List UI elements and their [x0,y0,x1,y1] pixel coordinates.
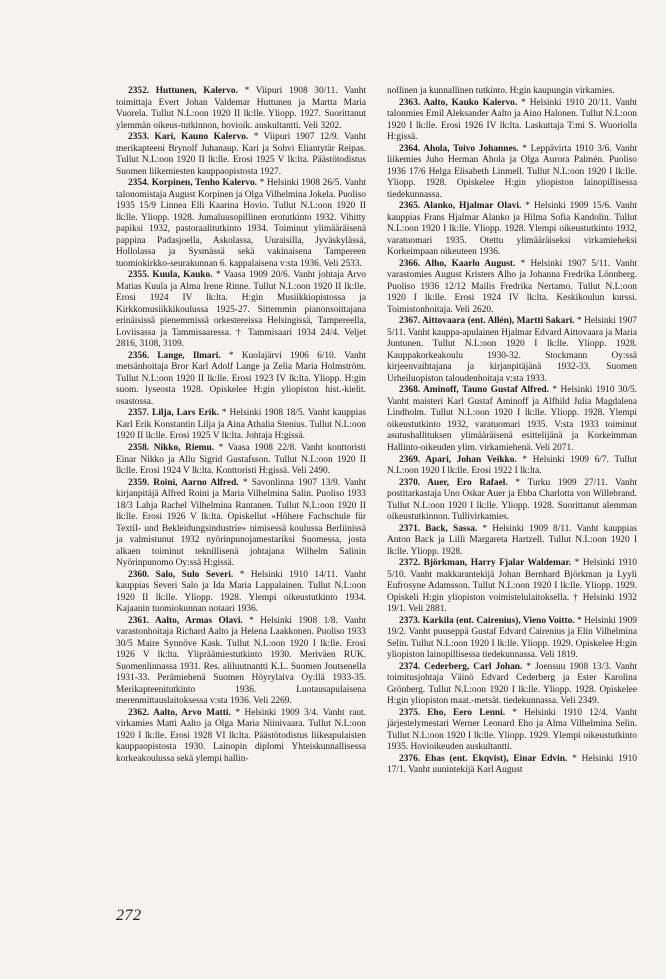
entry-heading: 2369. Apari, Johan Veikko. [399,454,517,465]
entry-body: * Joensuu 1908 13/3. Vanht toimitusjohtaja Väinö Edvard Cederberg ja Ester Karolina Grönberg. Tullut N.L:oon 1920 I lk:lle. Yliopp. 1928. Opiskelee H:gin yliopiston maat.-metsät. tiedekunnassa. Veli 2349. [387,661,637,707]
biography-entry [387,201,637,259]
biography-entry [116,408,366,443]
entry-body: * Helsinki 1910 17/1. Vanht uunintekijä Karl August [387,753,637,776]
entry-heading: 2356. Lange, Ilmari. [128,350,221,361]
entry-heading: 2370. Auer, Ero Rafael. [399,477,508,488]
entry-body: nollinen ja kunnallinen tutkinto. H:gin kaupungin virkamies. [387,86,615,96]
biography-entry [116,132,366,178]
entry-body: * Helsinki 1910 5/10. Vanht makkarantekijä Johan Bernhard Björkman ja Lyyli Eufrosyne Adamsson. Tullut N.L:oon 1920 I lk:lle. Yliopp. 1929. Opiskeli H:gin yliopiston voimistelulaitoksella. † Helsinki 1932 19/1. Veli 2881. [387,558,637,615]
page-number: 272 [116,907,142,924]
entry-body: * Turku 1909 27/11. Vanht postitarkastaja Uno Oskar Auer ja Ebba Charlotta von Willebrand. Tullut N.L:oon 1920 I lk:lle. Yliopp. 1928. Suorittanut alemman oikeustutkinnon. Tullivirkamies. [387,477,637,523]
biography-entry [116,270,366,351]
entry-heading: 2359. Roini, Aarno Alfred. [128,477,239,488]
entry-heading: 2360. Salo, Sulo Severi. [128,569,234,580]
biography-entry [387,86,637,98]
entry-body: * Helsinki 1907 5/11. Vanht varastomies August Kristers Alho ja Johanna Fredrika Lönnberg. Puoliso 1936 12/12 Mailis Fredrika Nertamo. Tullut N.L:oon 1920 I lk:lle. Erosi 1924 IV lk:lta. Keskikoulun kurssi. Toimistonhoitaja. Veli 2620. [387,258,637,315]
biography-entry [116,616,366,708]
entry-heading: 2372. Björkman, Harry Fjalar Waldemar. [399,558,572,569]
entry-heading: 2373. Karkila (ent. Cairenius), Vieno Voitto. [399,615,575,626]
biography-entry [387,385,637,454]
entry-heading: 2371. Back, Sassa. [399,523,478,534]
entry-body: * Helsinki 1910 12/4. Vanht järjestelymestari Werner Leonard Eho ja Alma Vilhelmina Selin. Tullut N.L:oon 1920 I lk:lle. Yliopp. 1929. Ylempi oikeustutkinto 1935. Hovioikeuden auskultantti. [387,707,637,753]
biography-entry [387,98,637,144]
biography-entry [387,478,637,524]
biography-entry [116,708,366,766]
entry-body: * Helsinki 1909 3/4. Vanht raut. virkamies Matti Aalto ja Olga Maria Niinivaara. Tullut N.L:oon 1920 I lk:lle. Erosi 1928 VI lk:lta. Päästötodistus liikeapulaisten kauppaopistosta 1930. Lainopin diplomi Yhteiskunnallisessa korkeakoulussa sekä ylempi hallin- [116,707,366,764]
entry-body: * Helsinki 1910 14/11. Vanht kauppias Severi Salo ja Ida Maria Lappalainen. Tullut N.L:oon 1920 II lk:lle. Yliopp. 1928. Ylempi oikeustutkinto 1934. Kajaanin tuomiokunnan notaari 1936. [116,569,366,615]
biography-entry [387,616,637,662]
entry-heading: 2374. Cederberg, Carl Johan. [399,661,523,672]
biography-entry [116,178,366,270]
entry-heading: 2363. Aalto, Kauko Kalervo. [399,97,518,108]
entry-body: * Leppävirta 1910 3/6. Vanht liikemies Juho Herman Ahola ja Olga Aurora Palmén. Puoliso 1936 17/6 Helga Elisabeth Linmell. Tullut N.L:oon 1920 I lk:lle. Yliopp. 1928. Opiskelee H:gin yliopiston lainopillisessa tiedekunnassa. [387,143,637,200]
entry-heading: 2376. Ehas (ent. Ekqvist), Einar Edvin. [399,753,568,764]
entry-body: * Savonlinna 1907 13/9. Vanht kirjanpitäjä Alfred Roini ja Maria Vilhelmina Salin. Puoliso 1933 18/3 Lahja Rachel Vilhelmina Rantanen. Tullut N.L:oon 1920 II lk:lle. Erosi 1926 V lk:lta. Opiskellut »Höhere Fachschule für Textil- und Bekleidungsindustrie» nimisessä koulussa Berliinissä ja valmistunut 1932 nyörinpunojamestariksi Suomessa, josta alkaen toiminut teknillisenä johtajana Wilhelm Salinin Nyörinpunomo Oy:ssä H:gissä. [116,477,366,569]
entry-body: * Helsinki 1910 30/5. Vanht maisteri Karl Gustaf Aminoff ja Alfhild Julia Magdalena Lindholm. Tullut N.L:oon 1920 I lk:lle. Yliopp. 1928. Ylempi oikeustutkinto 1932, varatuomari 1935. V:sta 1933 toiminut asutushallituksen ylimääräisenä esittelijänä ja Korkeimman Hallinto-oikeuden ylim. virkamiehenä. Veli 2071. [387,385,637,453]
biography-entry [116,351,366,409]
entry-heading: 2353. Kari, Kauno Kalervo. [128,132,249,143]
entry-body: * Helsinki 1907 5/11. Vanht kauppa-apulainen Hjalmar Edvard Aittovaara ja Maria Juntunen. Tullut N.L:oon 1920 I lk:lle. Yliopp. 1928. Kauppakorkeakoulu 1930-32. Stockmann Oy:ssä kirjeenvaihtajana ja kirjanpitäjänä 1932-33. Suomen Urheiluopiston taloudenhoitaja v:sta 1933. [387,316,637,384]
entry-body: * Helsinki 1908 1/8. Vanht varastonhoitaja Richard Aalto ja Helena Laakkonen. Puoliso 1933 30/5 Maire Synnöve Kask. Tullut N.L:oon 1920 I lk:lle. Erosi 1926 V lk:lta. Ylipräämiestutkinto 1930. Meriväen RUK. Suomenlinnassa 1931. Res. aliluutnantti K.L. Suomen Joutsenella 1931-33. Perämiehenä Suomen Höyrylaiva Oy:llä 1933-35. Merikapteenitutkinto 1936. Luotausapulaisena merenmittauslaitoksessa v:sta 1936. Veli 2269. [116,615,366,707]
entry-body: * Helsinki 1909 6/7. Tullut N.L:oon 1920 I lk:lle. Erosi 1922 I lk:lta. [387,454,637,477]
entry-heading: 2354. Korpinen, Tenho Kalervo. [128,178,257,189]
biography-entry [387,524,637,559]
biography-entry [387,662,637,708]
biography-entry [387,558,637,616]
biography-entry [387,259,637,317]
entry-body: * Vaasa 1909 20/6. Vanht johtaja Arvo Matias Kuula ja Alma Irene Rinne. Tullut N.L:oon 1920 II lk:lle. Erosi 1924 IV lk:lta. H:gin Musiikkiopistossa ja Kirkkomusiikkikoulussa 1925-27. Sittemmin pianonsoittajana erinäisissä pienemmissä orkestereissa Helsingissä, Tampereella, Loviisassa ja Tammisaaressa. † Tammisaari 1934 24/4. Veljet 2816, 3108, 3109. [116,270,366,350]
entry-body: * Helsinki 1910 20/11. Vanht talonmies Emil Aleksander Aalto ja Aino Halonen. Tullut N.L:oon 1920 I lk:lle. Erosi 1926 IV lk:lta. Laskuttaja T:mi S. Wuoriolla H:gissä. [387,97,637,143]
biography-entry [116,443,366,478]
entry-heading: 2355. Kuula, Kauko. [128,270,213,281]
entry-heading: 2362. Aalto, Arvo Matti. [128,707,231,718]
right-column [387,86,637,777]
biography-entry [116,478,366,570]
entry-body: * Kuolajärvi 1906 6/10. Vanht metsänhoitaja Bror Karl Adolf Lange ja Zelia Maria Holmström. Tullut N.L:oon 1920 II lk:lle. Erosi 1923 IV lk:lta. Yliopp. H:gin suom. lyseosta 1928. Opiskelee H:gin yliopiston hist.-kielit. osastossa. [116,350,366,407]
entry-body: * Helsinki 1909 8/11. Vanht kauppias Anton Back ja Lilli Margareta Hartzell. Tullut N.L:oon 1920 I lk:lle. Yliopp. 1928. [387,523,637,557]
biography-entry [116,86,366,132]
biography-entry [387,455,637,478]
entry-heading: 2364. Ahola, Toivo Johannes. [399,143,519,154]
entry-heading: 2361. Aalto, Armas Olavi. [128,615,243,626]
biography-entry [387,316,637,385]
entry-heading: 2368. Aminoff, Tauno Gustaf Alfred. [399,385,549,396]
entry-body: * Viipuri 1908 30/11. Vanht toimittaja Evert Johan Valdemar Huttunen ja Martta Maria Vuorela. Tullut N.L:oon 1920 II lk:lle. Yliopp. 1927. Suorittanut ylemmän oikeus-tutkinnon, hovioik. auskultantti. Veli 3202. [116,86,366,131]
entry-heading: 2366. Alho, Kaarlo August. [399,258,516,269]
entry-body: * Vaasa 1908 22/8. Vanht konttoristi Einar Nikko ja Allu Sigrid Gustafsson. Tullut N.L:oon 1920 II lk:lle. Erosi 1924 V lk:lta. Konttoristi H:gissä. Veli 2490. [116,442,366,477]
entry-body: * Helsinki 1909 19/2. Vanht puuseppä Gustaf Edvard Cairenius ja Elin Vilhelmina Selin. Tullut N.L:oon 1920 I lk:lle. Yliopp. 1929. Opiskelee H:gin yliopiston lainopillisessa tiedekunnassa. Veli 1819. [387,615,637,661]
left-column [116,86,366,765]
biography-entry [387,144,637,202]
biography-entry [387,708,637,754]
entry-heading: 2358. Nikko, Riemu. [128,442,215,453]
biography-entry [116,570,366,616]
entry-body: * Helsinki 1908 26/5. Vanht talonomistaja August Korpinen ja Olga Vilhelmina Jokela. Puoliso 1935 15/9 Linnea Elli Kaarina Hovio. Tullut N.L:oon 1920 II lk:lle. Yliopp. 1928. Jumaluusopillinen erotutkinto 1932. Vihitty papiksi 1932, pastoraalitutkinto 1934. Toiminut ylimääräisenä pappina Padasjoella, Askolassa, Uuraisilla, Jyväskylässä, Hollolassa ja Sysmässä sekä vakinaisena Tampereen tuomiokirkko-seurakunnan 6. kappalaisena v:sta 1936. Veli 2533. [116,178,367,269]
entry-heading: 2365. Alanko, Hjalmar Olavi. [399,201,522,212]
entry-heading: 2352. Huttunen, Kalervo. [128,86,238,96]
entry-heading: 2375. Eho, Eero Lenni. [399,707,506,718]
biography-entry [387,754,637,777]
entry-body: * Viipuri 1907 12/9. Vanht merikapteeni Brynolf Juhanaup. Kari ja Sohvi Eliantytär Reipas. Tullut N.L:oon 1920 II lk:lle. Erosi 1925 V lk:lta. Päästötodistus Suomen liikemiesten kauppaopistosta 1927. [116,132,367,177]
entry-body: * Helsinki 1909 15/6. Vanht kauppias Frans Hjalmar Alanko ja Hilma Sofia Kandolin. Tullut N.L:oon 1920 I lk:lle. Yliopp. 1928. Ylempi oikeustutkinto 1932, varatuomari 1935. Otettu ylimääräiseksi virkamieheksi Korkeimpaan oikeuteen 1936. [387,201,638,258]
entry-body: * Helsinki 1908 18/5. Vanht kauppias Karl Erik Konstantin Lilja ja Aina Athalia Stenius. Tullut N.L:oon 1920 II lk:lle. Erosi 1925 V lk:lta. Johtaja H:gissä. [116,408,366,442]
entry-heading: 2357. Lilja, Lars Erik. [128,408,219,419]
entry-heading: 2367. Aittovaara (ent. Allén), Martti Sakari. [399,316,575,327]
